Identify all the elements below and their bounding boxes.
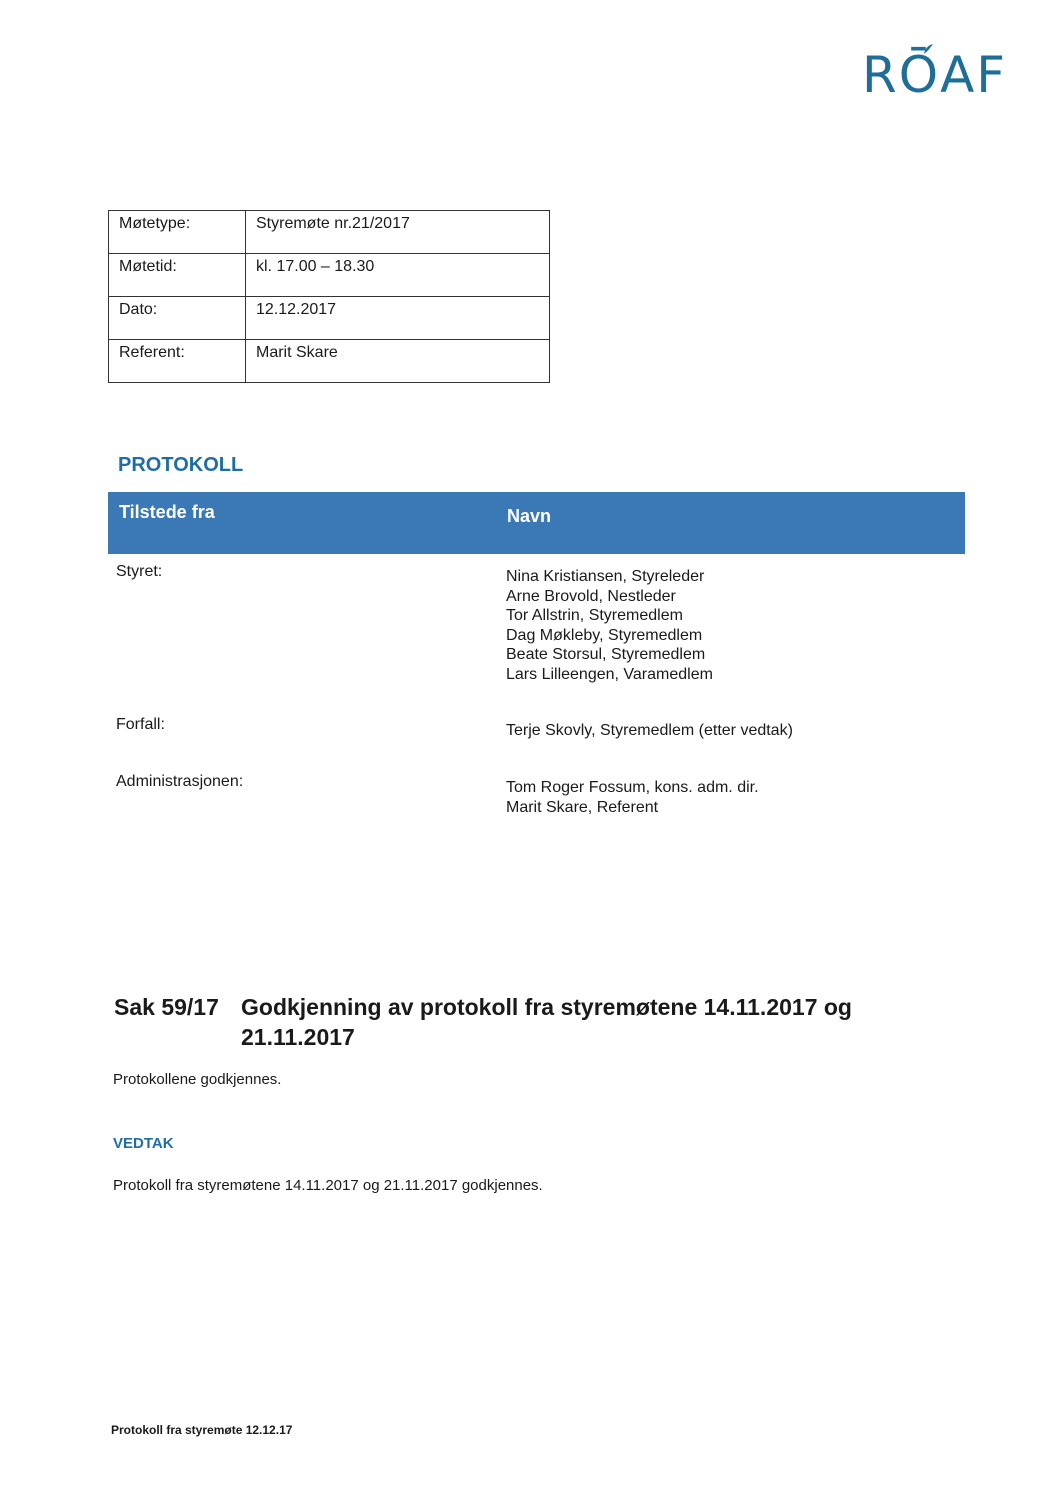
name-column-header: Navn <box>507 506 552 526</box>
list-item: Terje Skovly, Styremedlem (etter vedtak) <box>506 722 793 739</box>
decision-text: Protokoll fra styremøtene 14.11.2017 og 21.11.2017 godkjennes. <box>113 1177 543 1194</box>
referent-label: Referent: <box>109 340 246 383</box>
meeting-type-value: Styremøte nr.21/2017 <box>246 211 550 254</box>
list-item: Lars Lilleengen, Varamedlem <box>506 665 713 683</box>
list-item: Dag Møkleby, Styremedlem <box>506 626 703 644</box>
case-number: Sak 59/17 <box>114 994 219 1020</box>
administration-list <box>506 778 759 817</box>
meeting-date-value: 12.12.2017 <box>246 297 550 340</box>
leaf-icon <box>921 42 935 56</box>
meeting-info-row <box>109 254 550 297</box>
meeting-date-label: Dato: <box>109 297 246 340</box>
list-item: Tom Roger Fossum, kons. adm. dir. <box>506 779 759 796</box>
attendance-header <box>108 492 965 554</box>
case-description: Protokollene godkjennes. <box>113 1071 282 1088</box>
list-item: Beate Storsul, Styremedlem <box>506 646 706 664</box>
board-label: Styret: <box>116 563 163 580</box>
case-title: Godkjenning av protokoll fra styremøtene 14.11.2017 og 21.11.2017 <box>241 994 852 1050</box>
meeting-info-row <box>109 340 550 383</box>
list-item: Nina Kristiansen, Styreleder <box>506 568 705 585</box>
meeting-info-row <box>109 211 550 254</box>
referent-value: Marit Skare <box>246 340 550 383</box>
meeting-info-table <box>108 210 550 383</box>
administration-label: Administrasjonen: <box>116 773 244 790</box>
list-item: Arne Brovold, Nestleder <box>506 587 676 605</box>
meeting-info-row <box>109 297 550 340</box>
case-heading <box>114 992 921 1052</box>
absent-list <box>506 721 793 741</box>
roaf-logo <box>862 40 1008 110</box>
list-item: Tor Allstrin, Styremedlem <box>506 607 683 625</box>
protokoll-heading: PROTOKOLL <box>118 454 244 476</box>
decision-heading: VEDTAK <box>113 1135 174 1152</box>
present-from-column-header: Tilstede fra <box>119 502 215 522</box>
page-footer: Protokoll fra styremøte 12.12.17 <box>111 1423 293 1437</box>
logo-text: RŌAF <box>862 46 1008 104</box>
meeting-type-label: Møtetype: <box>109 211 246 254</box>
list-item: Marit Skare, Referent <box>506 798 659 816</box>
meeting-time-label: Møtetid: <box>109 254 246 297</box>
board-member-list <box>506 567 713 685</box>
absent-label: Forfall: <box>116 716 165 733</box>
meeting-time-value: kl. 17.00 – 18.30 <box>246 254 550 297</box>
